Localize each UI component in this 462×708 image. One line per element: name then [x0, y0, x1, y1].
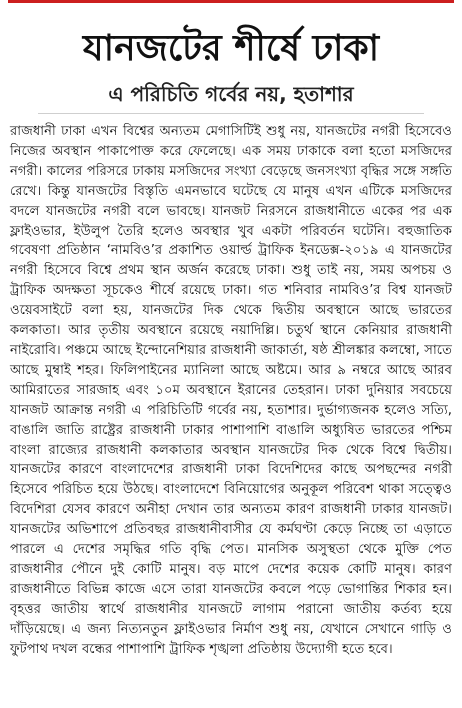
article-body: [8, 122, 454, 659]
headline-divider: [38, 113, 424, 114]
headline: যানজটের শীর্ষে ঢাকা: [82, 28, 380, 69]
article-paragraph: রাজধানী ঢাকা এখন বিশ্বের অন্যতম মেগাসিটিই শুধু নয়, যানজটের নগরী হিসেবেও নিজের অবস্থান পাকাপোক্ত করে ফেলেছে। এক সময় ঢাকাকে বলা হতো মসজিদের নগরী। কালের পরিসরে ঢাকায় মসজিদের সংখ্যা বেড়েছে জনসংখ্যা বৃদ্ধির সঙ্গে সঙ্গতি রেখে। কিন্তু যানজটের বিস্তৃতি এমনভাবে ঘটেছে যে মানুষ এখন এটিকে মসজিদের বদলে যানজটের নগরী বলে ভাবছে। যানজট নিরসনে রাজধানীতে একের পর এক ফ্লাইওভার, ইউলুপ তৈরি হলেও অবস্থার খুব একটা পরিবর্তন ঘটেনি। বহুজাতিক গবেষণা প্রতিষ্ঠান ‘নামবিও’র প্রকাশিত ওয়ার্ল্ড ট্রাফিক ইনডেক্স-২০১৯ এ যানজটের নগরী হিসেবে বিশ্বে প্রথম স্থান অর্জন করেছে ঢাকা। শুধু তাই নয়, সময় অপচয় ও ট্রাফিক অদক্ষতা সূচকেও শীর্ষে রয়েছে ঢাকা। গত শনিবার নামবিও’র বিশ্ব যানজট ওয়েবসাইটে বলা হয়, যানজটের দিক থেকে দ্বিতীয় অবস্থানে আছে ভারতের কলকাতা। আর তৃতীয় অবস্থানে রয়েছে নয়াদিল্লি। চতুর্থ স্থানে কেনিয়ার রাজধানী নাইরোবি। পঞ্চমে আছে ইন্দোনেশিয়ার রাজধানী জাকার্তা, ষষ্ঠ শ্রীলঙ্কার কলম্বো, সাতে আছে মুম্বাই শহর। ফিলিপাইনের ম্যানিলা আছে অষ্টমে। আর ৯ নম্বরে আছে আরব আমিরাতের সারজাহ এবং ১০ম অবস্থানে ইরানের তেহরান। ঢাকা দুনিয়ার সবচেয়ে যানজট আক্রান্ত নগরী এ পরিচিতিটি গর্বের নয়, হতাশার। দুর্ভাগ্যজনক হলেও সত্যি, বাঙালি জাতি রাষ্ট্রের রাজধানী ঢাকার পাশাপাশি বাঙালি অধ্যুষিত ভারতের পশ্চিম বাংলা রাজ্যের রাজধানী কলকাতার অবস্থান যানজটের দিক থেকে বিশ্বে দ্বিতীয়। যানজটের কারণে বাংলাদেশের রাজধানী ঢাকা বিদেশিদের কাছে অপছন্দের নগরী হিসেবে পরিচিত হয়ে উঠছে। বাংলাদেশে বিনিয়োগের অনুকূল পরিবেশ থাকা সত্ত্বেও বিদেশিরা যেসব কারণে অনীহা দেখান তার অন্যতম কারণ রাজধানী ঢাকার যানজট। যানজটের অভিশাপে প্রতিবছর রাজধানীবাসীর যে কর্মঘণ্টা কেড়ে নিচ্ছে তা এড়াতে পারলে এ দেশের সমৃদ্ধির গতি বৃদ্ধি পেত। মানসিক অসুস্থতা থেকে মুক্তি পেত রাজধানীর পৌনে দুই কোটি মানুষ। বড় মাপে দেশের কয়েক কোটি মানুষ। কারণ রাজধানীতে বিভিন্ন কাজে এসে তারা যানজটের কবলে পড়ে ভোগান্তির শিকার হন। বৃহত্তর জাতীয় স্বার্থে রাজধানীর যানজটে লাগাম পরানো জাতীয় কর্তব্য হয়ে দাঁড়িয়েছে। এ জন্য নিত্যনতুন ফ্লাইওভার নির্মাণ শুধু নয়, যেখানে সেখানে গাড়ি ও ফুটপাথ দখল বন্ধের পাশাপাশি ট্রাফিক শৃঙ্খলা প্রতিষ্ঠায় উদ্যোগী হতে হবে।: [10, 124, 452, 657]
subheadline: এ পরিচিতি গর্বের নয়, হতাশার: [108, 82, 354, 106]
top-accent-rule: [8, 0, 454, 3]
